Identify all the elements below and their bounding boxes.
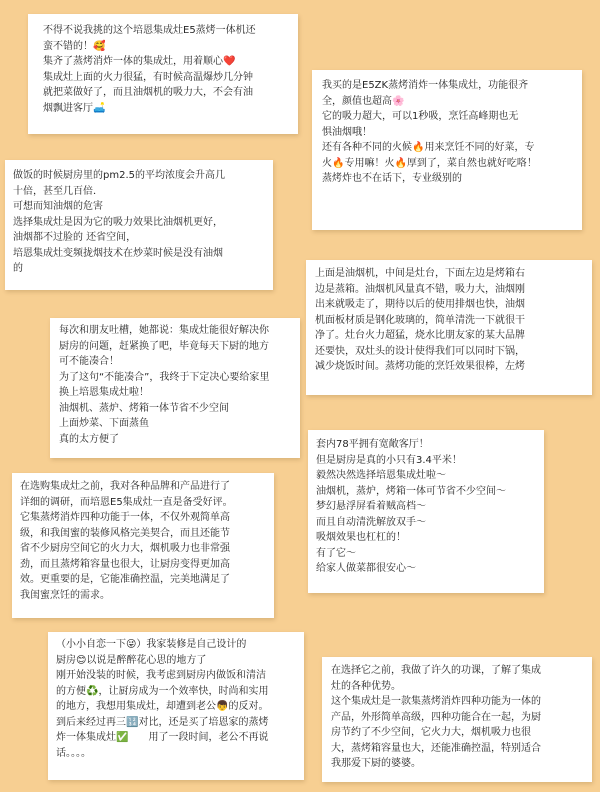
review-card-9 [322, 657, 592, 782]
review-card-3 [5, 160, 273, 290]
review-line: 集成灶上面的火力很猛，有时候高温爆炒几分钟 [43, 71, 253, 83]
review-line: 而且自动清洗解放双手～ [316, 516, 426, 528]
review-line: 净了。灶台火力超猛，烧水比朋友家的某大品牌 [315, 330, 525, 341]
review-line: 级，和我闺蜜的装修风格完美契合，而且还能节 [20, 527, 230, 539]
review-line: 烟飘进客厅🛋️ [43, 102, 106, 114]
review-line: 话。。。。 [56, 747, 91, 759]
review-card-1 [28, 14, 298, 134]
review-line: 省不少厨房空间它的火力大，烟机吸力也非常强 [20, 543, 230, 554]
review-line: 油烟都不过脸的 还省空间， [13, 232, 137, 243]
review-line: 给家人做菜都很安心～ [316, 563, 416, 574]
review-line: 出来就吸走了，期待以后的使用排烟也快，油烟 [315, 299, 525, 310]
review-line: 不得不说我挑的这个培恩集成灶E5蒸烤一体机还 [43, 25, 256, 36]
review-line: 上面是油烟机，中间是灶台，下面左边是烤箱右 [315, 268, 525, 279]
review-line: 真的太方便了 [59, 433, 119, 445]
review-line: 我买的是E5ZK蒸烤消炸一体集成灶，功能很齐 [322, 80, 529, 91]
review-line: 十倍，甚至几百倍． [13, 185, 103, 197]
review-line: 每次和朋友吐槽，她都说：集成灶能很好解决你 [59, 325, 269, 336]
review-line: 选择集成灶是因为它的吸力效果比油烟机更好， [13, 216, 223, 228]
review-line: 它的吸力超大，可以1秒吸，烹饪高峰期也无 [322, 111, 519, 122]
review-line: 培恩集成灶变频拢烟技术在炒菜时候是没有油烟 [13, 247, 223, 259]
review-line: 火🔥专用嘛！火🔥厚到了，菜自然也就好吃咯！ [322, 157, 537, 169]
review-line: 的地方，我想用集成灶，却遭到老公👦的反对。 [56, 701, 269, 712]
review-line: 惧油烟哦！ [322, 126, 372, 138]
review-line: 大，蒸烤箱容量也大，还能准确控温，特别适合 [331, 742, 541, 754]
review-line: 详细的调研，而培恩E5集成灶一直是备受好评。 [20, 496, 233, 508]
review-line: 边是蒸箱。油烟机风量真不错，吸力大，油烟刚 [315, 283, 525, 295]
review-line: 套内78平拥有宽敞客厅！ [316, 439, 429, 450]
review-line: 上面炒菜、下面蒸鱼 [59, 418, 149, 429]
review-line: 厨房😊以说是醉醉花心思的地方了 [56, 654, 207, 666]
review-line: 吸烟效果也杠杠的！ [316, 532, 406, 543]
review-line: 有了它～ [316, 547, 356, 559]
review-line: 到后来经过再三🔢对比，还是买了培恩家的蒸烤 [56, 716, 269, 728]
review-line: 油烟机、蒸炉、烤箱一体节省不少空间 [59, 402, 229, 414]
review-line: 还有各种不同的火候🔥用来烹饪不同的好菜，专 [322, 142, 535, 153]
review-line: 在选择它之前，我做了许久的功课，了解了集成 [331, 665, 541, 676]
review-card-5 [50, 318, 300, 458]
review-line: 机面板材质是钢化玻璃的，简单清洗一下就很干 [315, 314, 525, 326]
review-line: （小小自恋一下😜）我家装修是自己设计的 [56, 639, 247, 650]
review-line: 蒸烤炸也不在话下，专业级别的 [322, 173, 462, 184]
review-line: 的 [13, 263, 23, 274]
review-line: 灶的各种优势。 [331, 680, 401, 692]
review-line: 梦幻悬浮屏看着贼高档～ [316, 501, 426, 512]
review-line: 全，颜值也超高🌸 [322, 95, 405, 107]
review-line: 做饭的时候厨房里的pm2.5的平均浓度会升高几 [13, 170, 225, 181]
review-line: 可不能凑合！ [59, 356, 119, 367]
review-line: 毅然决然选择培恩集成灶啦～ [316, 470, 446, 481]
review-line: 换上培恩集成灶啦！ [59, 387, 149, 398]
review-line: 效。更重要的是，它能准确控温，完美地满足了 [20, 574, 230, 585]
review-line: 蛮不错的！🥰 [43, 40, 106, 52]
review-line: 它集蒸烤消炸四种功能于一体，不仅外观简单高 [20, 512, 230, 523]
review-line: 减少烧饭时间。蒸烤功能的烹饪效果很棒，左烤 [315, 361, 525, 372]
review-line: 劲，而且蒸烤箱容量也很大，让厨房变得更加高 [20, 558, 230, 570]
review-line: 的方便♻️，让厨房成为一个效率快，时尚和实用 [56, 685, 269, 697]
review-line: 可想而知油烟的危害 [13, 201, 103, 212]
review-card-7 [12, 473, 274, 618]
review-line: 炸一体集成灶✅ 用了一段时间，老公不再说 [56, 732, 269, 743]
review-line: 在选购集成灶之前，我对各种品牌和产品进行了 [20, 481, 230, 492]
review-line: 厨房的问题，赶紧换了吧，毕竟每天下厨的地方 [59, 340, 269, 352]
review-line: 就把菜做好了，而且油烟机的吸力大，不会有油 [43, 87, 253, 98]
review-card-8 [48, 632, 304, 780]
review-line: 还要快，双灶头的设计使得我们可以同时下锅， [315, 345, 525, 357]
review-card-6 [308, 430, 544, 593]
review-card-4 [306, 260, 592, 395]
review-line: 油烟机，蒸炉，烤箱一体可节省不少空间～ [316, 485, 506, 497]
review-line: 这个集成灶是一款集蒸烤消炸四种功能为一体的 [331, 696, 541, 707]
review-card-2 [312, 70, 582, 230]
review-line: 集齐了蒸烤消炸一体的集成灶，用着顺心❤️ [43, 56, 236, 67]
review-line: 为了这句“不能凑合”，我终于下定决心要给家里 [59, 371, 270, 383]
review-line: 刚开始没装的时候，我考虑到厨房内做饭和清洁 [56, 670, 266, 681]
review-line: 产品，外形简单高级，四种功能合在一起，为厨 [331, 711, 541, 723]
review-line: 我闺蜜烹饪的需求。 [20, 589, 110, 601]
review-line: 但是厨房是真的小只有3.4平米！ [316, 454, 462, 466]
review-line: 我那爱下厨的婆婆。 [331, 758, 421, 769]
review-line: 房节约了不少空间，它火力大，烟机吸力也很 [331, 727, 531, 738]
